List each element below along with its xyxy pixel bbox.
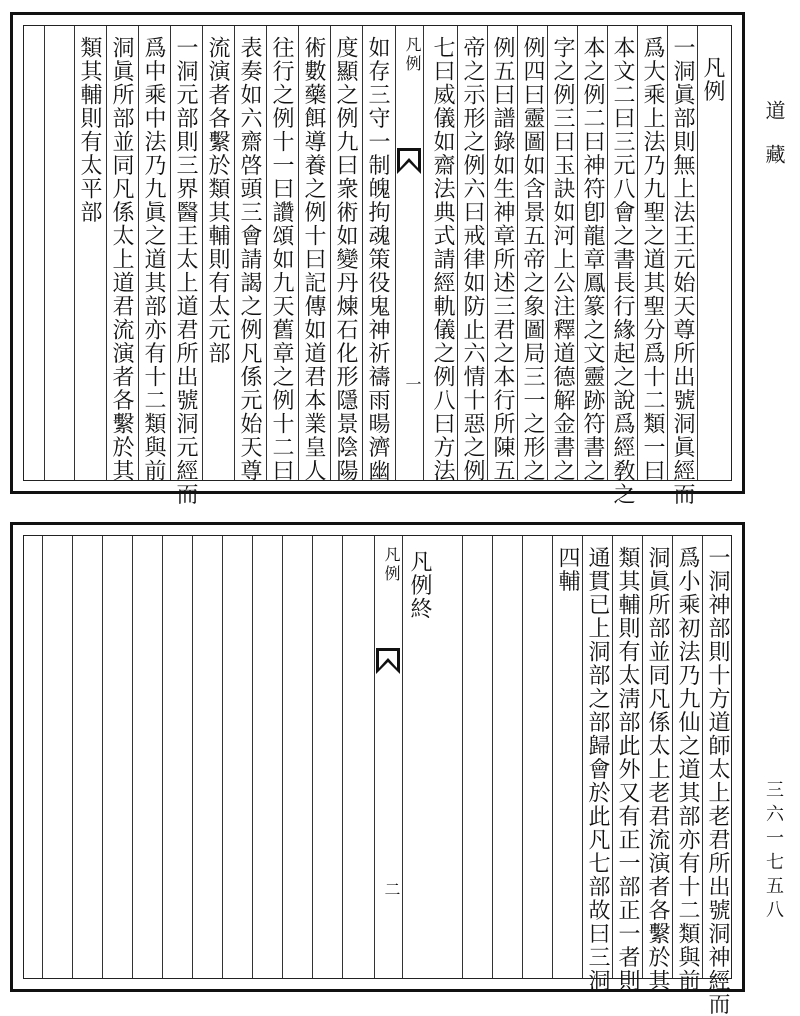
text-column: 度顯之例九曰衆術如變丹煉石化形隱景陰陽: [333, 36, 358, 483]
fishtail-mark: [397, 148, 421, 174]
text-column: 往行之例十一曰讚頌如九天舊章之例十二曰: [269, 36, 294, 483]
banxin-page-marker: 二: [382, 881, 401, 900]
text-column: [406, 536, 433, 978]
top-text-block: [23, 25, 732, 506]
text-column: 爲中乘中法乃九眞之道其部亦有十二類與前: [141, 36, 166, 483]
text-column: 通貫已上洞部之部歸會於此凡七部故曰三洞: [585, 546, 610, 993]
text-column: 類其輔則有太淸部此外又有正一部正一者則: [615, 546, 640, 993]
text-column: 術數藥餌導養之例十曰記傳如道君本業皇人: [301, 36, 326, 483]
bottom-page-frame: [10, 522, 745, 1016]
page-number: 三六一七五八: [763, 780, 784, 924]
text-column: 如存三守一制魄拘魂策役鬼神祈禱雨暘濟幽: [365, 36, 390, 483]
text-column: 本之例二曰神符卽龍章鳳篆之文靈跡符書之: [580, 36, 605, 483]
text-column: 例五曰譜錄如生神章所述三君之本行所陳五: [490, 36, 515, 483]
text-column: 四輔: [555, 546, 580, 593]
section-heading: 凡例: [700, 56, 725, 103]
text-column: 一洞元部則三界醫王太上道君所出號洞元經而: [173, 36, 198, 506]
collection-title: 道藏: [762, 100, 786, 188]
end-note: 凡例終: [407, 550, 432, 621]
text-column: 類其輔則有太平部: [77, 36, 102, 224]
bottom-text-block: [23, 535, 732, 1016]
text-column: 本文二曰三元八會之書長行緣起之說爲經敎之: [610, 36, 635, 506]
text-column: 一洞神部則十方道師太上老君所出號洞神經而: [705, 546, 730, 1016]
top-page-frame: [10, 12, 745, 506]
text-column: 洞眞所部並同凡係太上老君流演者各繫於其: [645, 546, 670, 993]
text-column: 一洞眞部則無上法王元始天尊所出號洞眞經而: [670, 36, 695, 506]
banxin-number: 一: [403, 376, 422, 395]
banxin-title: 凡例: [403, 36, 422, 74]
fishtail-mark: [376, 648, 400, 674]
text-column: 洞眞所部並同凡係太上道君流演者各繫於其: [109, 36, 134, 483]
text-column: 七曰威儀如齋法典式請經軌儀之例八曰方法: [430, 36, 455, 483]
text-column: 字之例三曰玉訣如河上公注釋道德解金書之: [550, 36, 575, 483]
banxin-title: 凡例: [382, 546, 401, 584]
text-column: [699, 26, 726, 480]
text-column: 爲大乘上法乃九聖之道其聖分爲十二類一曰: [640, 36, 665, 483]
text-column: 爲小乘初法乃九仙之道其部亦有十二類與前: [675, 546, 700, 993]
text-column: 帝之示形之例六曰戒律如防止六情十惡之例: [460, 36, 485, 483]
text-column: 例四曰靈圖如含景五帝之象圖局三一之形之: [520, 36, 545, 483]
text-column: 表奏如六齋啓頭三會請謁之例凡係元始天尊: [237, 36, 262, 483]
text-column: 流演者各繫於類其輔則有太元部: [205, 36, 230, 365]
